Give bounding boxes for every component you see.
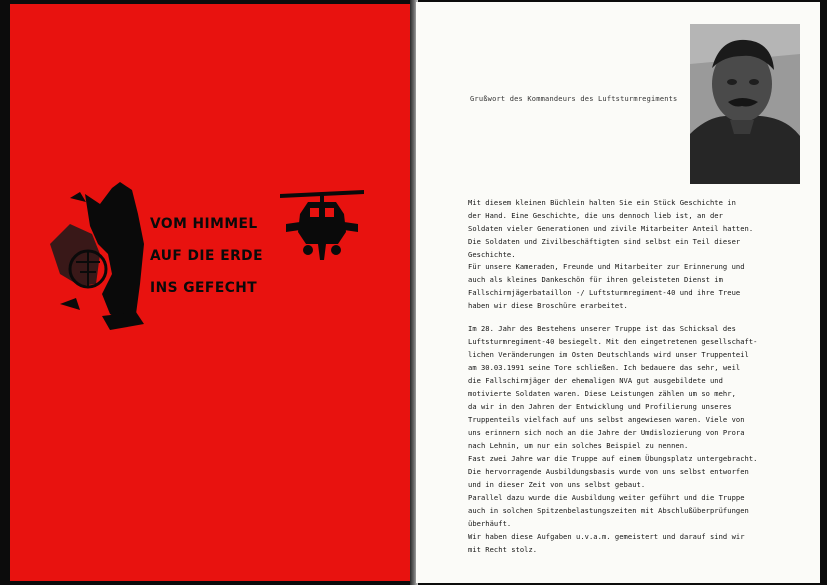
text-line: der Hand. Eine Geschichte, die uns dennoch lieb ist, an der: [468, 211, 723, 220]
text-line: Fallschirmjägerbataillon -/ Luftsturmregiment-40 und ihre Treue: [468, 288, 741, 297]
text-line: Mit diesem kleinen Büchlein halten Sie ein Stück Geschichte in: [468, 198, 736, 207]
paragraph-dedication: [468, 260, 798, 312]
text-page: [416, 2, 820, 583]
red-cover-page: [10, 4, 412, 581]
text-line: da wir in den Jahren der Entwicklung und Profilierung unseres: [468, 402, 732, 411]
text-line: Wir haben diese Aufgaben u.v.a.m. gemeistert und darauf sind wir: [468, 532, 745, 541]
text-line: auch in solchen Spitzenbelastungszeiten mit Abschlußüberprüfungen: [468, 506, 749, 515]
text-line: überhäuft.: [468, 519, 512, 528]
text-line: die Fallschirmjäger der ehemaligen NVA gut ausgebildete und: [468, 376, 723, 385]
text-line: Soldaten vieler Generationen und zivile Mitarbeiter Anteil hatten.: [468, 224, 754, 233]
text-line: Parallel dazu wurde die Ausbildung weiter geführt und die Truppe: [468, 493, 745, 502]
text-line: Luftsturmregiment-40 besiegelt. Mit den eingetretenen gesellschaft-: [468, 337, 758, 346]
text-line: mit Recht stolz.: [468, 545, 538, 554]
text-line: haben wir diese Broschüre erarbeitet.: [468, 301, 628, 310]
text-line: Die Soldaten und Zivilbeschäftigten sind selbst ein Teil dieser: [468, 237, 741, 246]
text-line: Fast zwei Jahre war die Truppe auf einem Übungsplatz untergebracht.: [468, 454, 758, 463]
text-line: lichen Veränderungen im Osten Deutschlands wird unser Truppenteil: [468, 350, 749, 359]
cover-title-line-2: AUF DIE ERDE: [150, 248, 263, 264]
cover-title-line-1: VOM HIMMEL: [150, 216, 258, 232]
page-headline: Grußwort des Kommandeurs des Luftsturmregiments: [470, 95, 678, 103]
text-line: auch als kleines Dankeschön für ihren geleisteten Dienst im: [468, 275, 723, 284]
helicopter-icon: [278, 184, 366, 262]
text-line: Geschichte.: [468, 250, 516, 259]
text-line: und in dieser Zeit von uns selbst gebaut.: [468, 480, 646, 489]
text-line: nach Lehnin, um nur ein solches Beispiel zu nennen.: [468, 441, 689, 450]
text-line: Truppenteils vielfach auf uns selbst angewiesen waren. Viele von: [468, 415, 745, 424]
text-line: motivierte Soldaten waren. Diese Leistungen zählen um so mehr,: [468, 389, 736, 398]
text-line: am 30.03.1991 seine Tore schließen. Ich bedauere das sehr, weil: [468, 363, 741, 372]
cover-title-line-3: INS GEFECHT: [150, 280, 258, 296]
cover-title: [150, 208, 274, 304]
commander-portrait: [690, 24, 800, 184]
text-line: Im 28. Jahr des Bestehens unserer Truppe ist das Schicksal des: [468, 324, 736, 333]
text-line: uns erinnern sich noch an die Jahre der Umdislozierung von Prora: [468, 428, 745, 437]
paragraph-history: [468, 322, 798, 556]
paratrooper-icon: [40, 174, 152, 339]
text-line: Für unsere Kameraden, Freunde und Mitarbeiter zur Erinnerung und: [468, 262, 745, 271]
text-line: Die hervorragende Ausbildungsbasis wurde von uns selbst entworfen: [468, 467, 749, 476]
paragraph-intro: [468, 196, 798, 261]
